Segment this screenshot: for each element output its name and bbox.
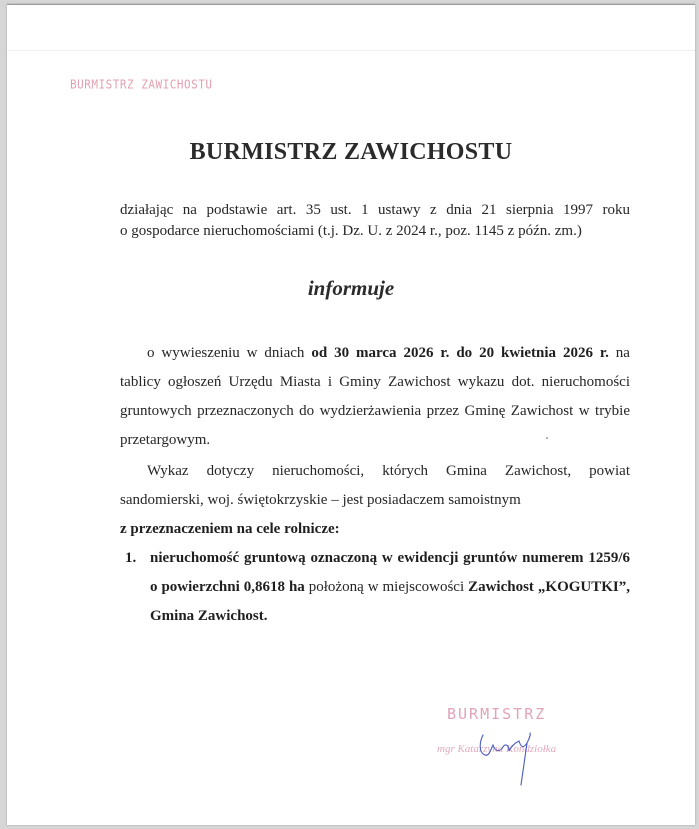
handwritten-signature [475,723,545,793]
legal-basis-preamble [120,200,630,242]
posting-dates: od 30 marca 2026 r. do 20 kwietnia 2026 r. [311,345,609,361]
purpose-statement: z przeznaczeniem na cele rolnicze: [120,521,340,537]
scan-artifact-line [7,50,695,51]
section-heading: informuje [307,276,395,300]
paragraph2-line-2: sandomierski, woj. świętokrzyskie – jest posiadaczem samoistnym [120,492,521,508]
list-item-number: 1. [125,550,137,566]
location-name: Zawichost [468,579,534,595]
paragraph1-line-3: gruntowych przeznaczonych do wydzierżawienia przez Gminę Zawichost [120,403,574,419]
signature-stroke [480,733,530,785]
property-list [120,544,630,631]
paragraph1-line-4: w trybie przetargowym. [120,403,631,448]
mayor-stamp-name: mgr Katarzyna Kondziołka [437,743,557,755]
preamble-line-1: działając na podstawie art. 35 ust. 1 ustawy z dnia 21 sierpnia 1997 roku [120,202,630,218]
paragraph-property-list-intro [120,457,630,544]
parcel-number-area: 1259/6 o powierzchni 0,8618 ha [150,550,631,595]
location-text: położoną w miejscowości [304,579,469,595]
preamble-line-2: o gospodarce nieruchomościami (t.j. Dz. U. z 2024 r., poz. 1145 z późn. zm.) [120,223,582,239]
scan-speck [546,437,548,439]
location-detail: „KOGUTKI”, Gmina Zawichost. [150,579,631,624]
property-list-item [120,544,630,631]
mayor-stamp-title: BURMISTRZ [447,705,547,723]
text-before-dates: o wywieszeniu w dniach [147,345,312,361]
document-title: BURMISTRZ ZAWICHOSTU [189,139,513,165]
text-after-dates: na [608,345,630,361]
document-page [7,4,695,825]
paragraph2-line-1: Wykaz dotyczy nieruchomości, których Gmina Zawichost, powiat [147,463,630,479]
office-header-stamp: BURMISTRZ ZAWICHOSTU [70,77,213,92]
property-description: nieruchomość gruntową oznaczoną w ewidencji gruntów numerem [150,550,584,566]
paragraph-posting-dates [120,339,630,455]
paragraph1-line-2: tablicy ogłoszeń Urzędu Miasta i Gminy Zawichost wykazu dot. nieruchomości [120,374,630,390]
announcement-body [120,339,630,631]
